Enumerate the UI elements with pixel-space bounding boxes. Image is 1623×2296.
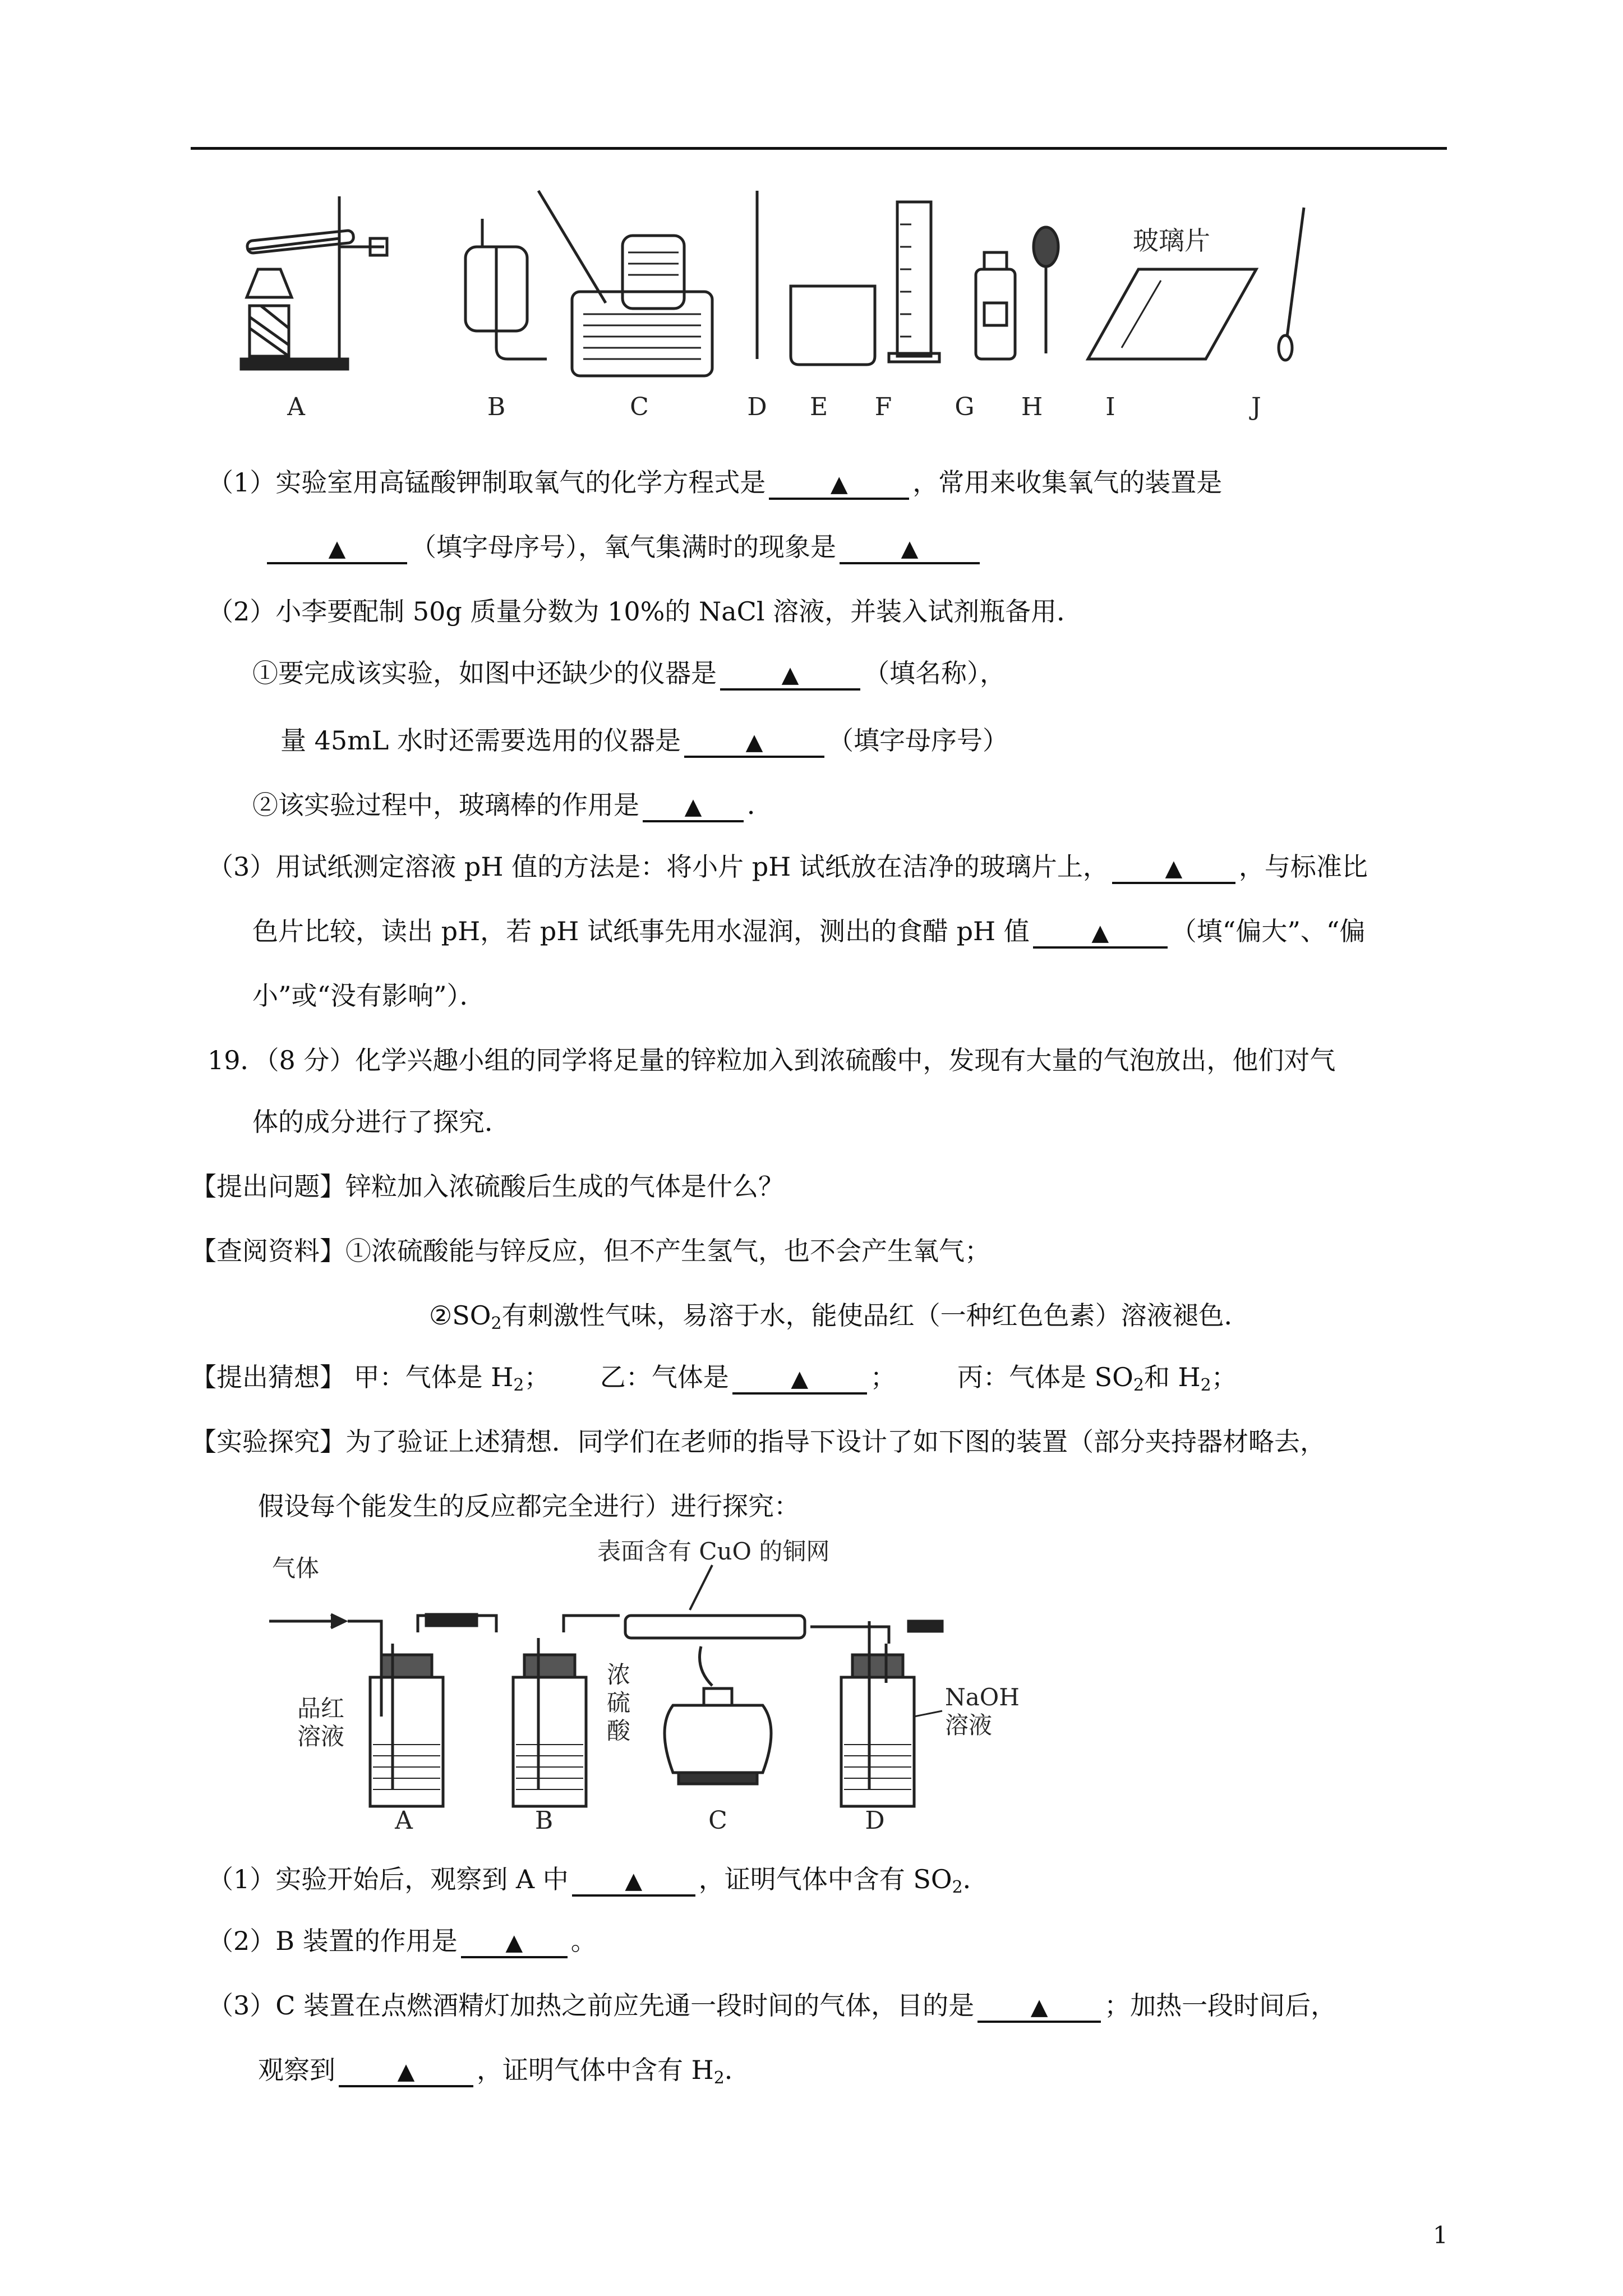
triangle-icon: ▲	[901, 536, 919, 562]
triangle-icon: ▲	[684, 794, 702, 820]
hypothesis-line: 【提出猜想】 甲：气体是 $H_2$； 乙：气体是 ▲ ； 丙：气体是 $SO_2$和 $H_2$；	[191, 1362, 1237, 1395]
apparatus-f-drawing	[889, 202, 939, 362]
reference-info-2: $②SO_2$有刺激性气味，易溶于水，能使品红（一种红色色素）溶液褪色．	[429, 1300, 1250, 1333]
pinhong-label-2: 溶液	[297, 1723, 345, 1750]
apparatus-g-drawing	[976, 252, 1015, 359]
answer-blank[interactable]	[840, 532, 980, 564]
glass-slide-label: 玻璃片	[1133, 226, 1210, 256]
triangle-icon: ▲	[781, 662, 799, 688]
label-j: J	[1251, 393, 1261, 421]
setup-label-d: D	[865, 1806, 885, 1835]
label-b: B	[487, 393, 506, 421]
apparatus-figure	[236, 185, 1329, 426]
label-c: C	[630, 393, 649, 421]
gas-label: 气体	[272, 1554, 320, 1582]
answer-blank[interactable]	[720, 658, 860, 691]
setup-label-b: B	[534, 1806, 554, 1835]
triangle-icon: ▲	[625, 1868, 643, 1894]
apparatus-c-drawing	[538, 191, 712, 376]
triangle-icon: ▲	[1165, 855, 1183, 881]
q2-line3: 量 45mL 水时还需要选用的仪器是 ▲ （填字母序号）	[280, 724, 1008, 758]
answer-blank[interactable]	[1112, 852, 1235, 884]
label-e: E	[809, 393, 828, 421]
apparatus-h-drawing	[1034, 227, 1058, 353]
apparatus-i-drawing	[1088, 269, 1256, 359]
pinhong-label-1: 品红	[297, 1695, 345, 1722]
label-g: G	[955, 393, 975, 421]
triangle-icon: ▲	[791, 1366, 809, 1392]
p3-line1: （3）C 装置在点燃酒精灯加热之前应先通一段时间的气体，目的是 ▲ ；加热一段时间后，	[208, 1989, 1336, 2023]
q19-line1: 19．（8 分）化学兴趣小组的同学将足量的锌粒加入到浓硫酸中，发现有大量的气泡放出，他们对气	[208, 1045, 1336, 1075]
acid-label-1: 浓	[607, 1661, 631, 1688]
page-number: 1	[1433, 2221, 1448, 2249]
label-d: D	[747, 393, 767, 421]
p3-line2: 观察到 ▲ ，证明气体中含有 $H_2$．	[258, 2055, 750, 2088]
triangle-icon: ▲	[397, 2059, 415, 2085]
experiment-line2: 假设每个能发生的反应都完全进行）进行探究：	[258, 1491, 800, 1521]
naoh-label-1: NaOH	[945, 1683, 1020, 1711]
q3-line1: （3）用试纸测定溶液 pH 值的方法是：将小片 pH 试纸放在洁净的玻璃片上， ▲ ，与标准比	[208, 850, 1368, 884]
label-a: A	[287, 393, 305, 421]
bottle-b	[513, 1638, 586, 1806]
apparatus-a-drawing	[241, 196, 387, 369]
triangle-icon: ▲	[830, 471, 848, 497]
answer-blank[interactable]	[339, 2055, 473, 2087]
copper-mesh-label: 表面含有 CuO 的铜网	[597, 1538, 830, 1565]
q3-line3: 小”或“没有影响”）．	[252, 981, 486, 1011]
answer-blank[interactable]	[267, 532, 407, 564]
q2-line1: （2）小李要配制 50g 质量分数为 10%的 NaCl 溶液，并装入试剂瓶备用．	[208, 596, 1083, 627]
acid-label-2: 硫	[607, 1689, 631, 1717]
answer-blank[interactable]	[769, 467, 909, 500]
label-h: H	[1021, 393, 1043, 421]
apparatus-b-drawing	[465, 219, 547, 359]
alcohol-lamp-c	[665, 1646, 771, 1784]
naoh-label-2: 溶液	[945, 1711, 993, 1739]
reference-info-1: 【查阅资料】①浓硫酸能与锌反应，但不产生氢气，也不会产生氧气；	[191, 1236, 990, 1266]
bottle-a	[370, 1644, 443, 1806]
label-i: I	[1105, 393, 1115, 421]
acid-label-3: 酸	[607, 1717, 631, 1745]
triangle-icon: ▲	[1091, 920, 1109, 946]
answer-blank[interactable]	[461, 1926, 568, 1958]
p2-line: （2）B 装置的作用是 ▲ 。	[208, 1924, 597, 1958]
triangle-icon: ▲	[1030, 1994, 1048, 2020]
answer-blank[interactable]	[1033, 916, 1168, 949]
triangle-icon: ▲	[745, 729, 763, 755]
answer-blank[interactable]	[732, 1362, 867, 1395]
answer-blank[interactable]	[643, 790, 744, 822]
q2-line2: ①要完成该实验，如图中还缺少的仪器是 ▲ （填名称），	[252, 656, 1006, 691]
label-f: F	[874, 393, 892, 421]
experiment-setup-figure	[264, 1537, 1038, 1851]
answer-blank[interactable]	[572, 1864, 695, 1897]
q1-line2: ▲ （填字母序号），氧气集满时的现象是 ▲	[264, 530, 983, 564]
q3-line2: 色片比较，读出 pH，若 pH 试纸事先用水湿润，测出的食醋 pH 值 ▲ （填“偏大”、“偏	[252, 914, 1365, 949]
answer-blank[interactable]	[684, 725, 824, 758]
q1-line1: （1）实验室用高锰酸钾制取氧气的化学方程式是 ▲ ，常用来收集氧气的装置是	[208, 466, 1222, 500]
p1-line: （1）实验开始后，观察到 A 中 ▲ ，证明气体中含有 $SO_2$．	[208, 1864, 989, 1897]
triangle-icon: ▲	[328, 536, 346, 562]
setup-label-a: A	[395, 1806, 413, 1835]
bottle-d	[841, 1621, 914, 1806]
apparatus-j-drawing	[1279, 208, 1304, 360]
apparatus-e-drawing	[791, 286, 875, 365]
raise-question: 【提出问题】锌粒加入浓硫酸后生成的气体是什么？	[191, 1171, 784, 1202]
answer-blank[interactable]	[978, 1990, 1101, 2023]
setup-label-c: C	[708, 1806, 727, 1835]
experiment-line1: 【实验探究】为了验证上述猜想．同学们在老师的指导下设计了如下图的装置（部分夹持器材略去，	[191, 1427, 1326, 1457]
q2-line4: ②该实验过程中，玻璃棒的作用是 ▲ ．	[252, 788, 773, 822]
triangle-icon: ▲	[505, 1930, 523, 1955]
header-rule	[191, 147, 1447, 150]
q19-line2: 体的成分进行了探究．	[252, 1107, 510, 1137]
